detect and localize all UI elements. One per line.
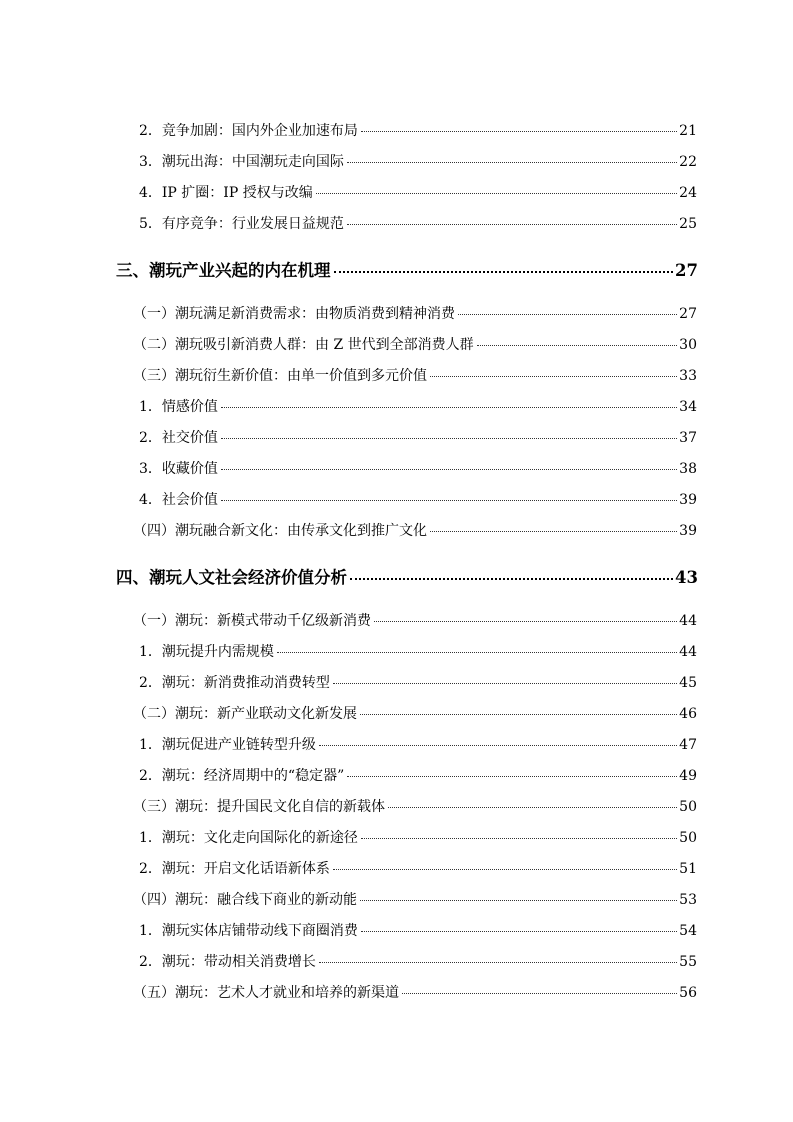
toc-page-number: 55 bbox=[679, 954, 697, 970]
toc-entry-label: （五）潮玩：艺术人才就业和培养的新渠道 bbox=[133, 985, 399, 1001]
toc-entry[interactable] bbox=[139, 765, 697, 785]
dot-leader bbox=[347, 224, 677, 225]
dot-leader bbox=[361, 838, 677, 839]
dot-leader bbox=[221, 469, 677, 470]
toc-entry[interactable] bbox=[139, 641, 697, 661]
toc-page-number: 50 bbox=[679, 799, 697, 815]
toc-entry-label: 2．潮玩：经济周期中的“稳定器” bbox=[139, 768, 345, 784]
toc-entry[interactable] bbox=[139, 489, 697, 509]
toc-chapter-entry[interactable] bbox=[116, 257, 698, 281]
toc-entry-label: （二）潮玩吸引新消费人群：由 Z 世代到全部消费人群 bbox=[133, 337, 474, 353]
toc-entry[interactable] bbox=[139, 951, 697, 971]
toc-entry[interactable] bbox=[139, 213, 697, 233]
toc-page-number: 44 bbox=[679, 644, 697, 660]
dot-leader bbox=[221, 500, 677, 501]
toc-entry[interactable] bbox=[139, 120, 697, 140]
toc-page-number: 45 bbox=[679, 675, 697, 691]
dot-leader bbox=[316, 193, 677, 194]
toc-entry[interactable] bbox=[133, 703, 697, 723]
toc-entry[interactable] bbox=[139, 858, 697, 878]
toc-entry-label: （一）潮玩：新模式带动千亿级新消费 bbox=[133, 613, 371, 629]
toc-entry-label: 1．潮玩：文化走向国际化的新途径 bbox=[139, 830, 358, 846]
toc-entry-label: 3．收藏价值 bbox=[139, 461, 218, 477]
dot-leader bbox=[319, 962, 677, 963]
toc-page-number: 33 bbox=[679, 368, 697, 384]
toc-entry[interactable] bbox=[139, 396, 697, 416]
toc-entry-label: 3．潮玩出海：中国潮玩走向国际 bbox=[139, 154, 344, 170]
dot-leader bbox=[361, 131, 677, 132]
toc-entry-label: 1．潮玩提升内需规模 bbox=[139, 644, 274, 660]
toc-entry[interactable] bbox=[133, 889, 697, 909]
toc-page-number: 25 bbox=[679, 216, 697, 232]
dot-leader bbox=[347, 776, 677, 777]
toc-entry[interactable] bbox=[133, 303, 697, 323]
dot-leader bbox=[430, 531, 677, 532]
dot-leader bbox=[333, 869, 677, 870]
toc-page-number: 43 bbox=[675, 568, 698, 587]
dot-leader bbox=[388, 807, 677, 808]
toc-page-number: 30 bbox=[679, 337, 697, 353]
toc-entry-label: （二）潮玩：新产业联动文化新发展 bbox=[133, 706, 357, 722]
dot-leader bbox=[277, 652, 677, 653]
toc-page-number: 51 bbox=[679, 861, 697, 877]
toc-page-number: 50 bbox=[679, 830, 697, 846]
dot-leader bbox=[333, 683, 677, 684]
toc-chapter-entry[interactable] bbox=[116, 564, 698, 588]
toc-entry-label: 2．潮玩：开启文化话语新体系 bbox=[139, 861, 330, 877]
dot-leader bbox=[458, 314, 677, 315]
toc-entry-label: 4．社会价值 bbox=[139, 492, 218, 508]
toc-entry-label: 三、潮玩产业兴起的内在机理 bbox=[116, 261, 331, 280]
toc-entry-label: （四）潮玩融合新文化：由传承文化到推广文化 bbox=[133, 523, 427, 539]
toc-entry[interactable] bbox=[133, 520, 697, 540]
toc-entry-label: 1．潮玩促进产业链转型升级 bbox=[139, 737, 316, 753]
toc-entry[interactable] bbox=[139, 151, 697, 171]
dot-leader bbox=[360, 714, 677, 715]
toc-entry[interactable] bbox=[133, 334, 697, 354]
toc-page-number: 24 bbox=[679, 185, 697, 201]
toc-page-number: 38 bbox=[679, 461, 697, 477]
toc-page-number: 37 bbox=[679, 430, 697, 446]
toc-page-number: 49 bbox=[679, 768, 697, 784]
dot-leader bbox=[360, 900, 677, 901]
toc-page-number: 44 bbox=[679, 613, 697, 629]
toc-page-number: 27 bbox=[679, 306, 697, 322]
toc-entry[interactable] bbox=[133, 365, 697, 385]
toc-entry[interactable] bbox=[139, 427, 697, 447]
toc-entry-label: （一）潮玩满足新消费需求：由物质消费到精神消费 bbox=[133, 306, 455, 322]
toc-entry-label: 四、潮玩人文社会经济价值分析 bbox=[116, 568, 347, 587]
toc-entry[interactable] bbox=[139, 827, 697, 847]
dot-leader bbox=[221, 407, 677, 408]
toc-page-number: 39 bbox=[679, 523, 697, 539]
dot-leader bbox=[477, 345, 678, 346]
toc-entry[interactable] bbox=[139, 920, 697, 940]
toc-page-number: 22 bbox=[679, 154, 697, 170]
toc-entry-label: 5．有序竞争：行业发展日益规范 bbox=[139, 216, 344, 232]
dot-leader bbox=[402, 993, 677, 994]
toc-entry-label: 2．潮玩：新消费推动消费转型 bbox=[139, 675, 330, 691]
toc-entry-label: 2．潮玩：带动相关消费增长 bbox=[139, 954, 316, 970]
toc-entry-label: 2．竞争加剧：国内外企业加速布局 bbox=[139, 123, 358, 139]
dot-leader bbox=[361, 931, 677, 932]
toc-entry-label: 4．IP 扩圈：IP 授权与改编 bbox=[139, 185, 313, 201]
toc-page-number: 56 bbox=[679, 985, 697, 1001]
toc-entry[interactable] bbox=[133, 796, 697, 816]
toc-page-number: 27 bbox=[675, 261, 698, 280]
toc-entry-label: 1．潮玩实体店铺带动线下商圈消费 bbox=[139, 923, 358, 939]
toc-entry[interactable] bbox=[139, 672, 697, 692]
toc-page-number: 39 bbox=[679, 492, 697, 508]
dot-leader bbox=[347, 162, 677, 163]
toc-page-number: 54 bbox=[679, 923, 697, 939]
dot-leader bbox=[319, 745, 677, 746]
toc-entry-label: 1．情感价值 bbox=[139, 399, 218, 415]
dot-leader bbox=[350, 578, 673, 580]
toc-page-number: 47 bbox=[679, 737, 697, 753]
dot-leader bbox=[430, 376, 677, 377]
toc-entry[interactable] bbox=[139, 182, 697, 202]
dot-leader bbox=[221, 438, 677, 439]
toc-entry-label: （三）潮玩衍生新价值：由单一价值到多元价值 bbox=[133, 368, 427, 384]
dot-leader bbox=[334, 271, 674, 273]
toc-entry-label: 2．社交价值 bbox=[139, 430, 218, 446]
toc-page-number: 34 bbox=[679, 399, 697, 415]
toc-entry[interactable] bbox=[133, 982, 697, 1002]
toc-page-number: 53 bbox=[679, 892, 697, 908]
dot-leader bbox=[374, 621, 677, 622]
toc-entry[interactable] bbox=[139, 734, 697, 754]
toc-entry[interactable] bbox=[139, 458, 697, 478]
toc-entry-label: （四）潮玩：融合线下商业的新动能 bbox=[133, 892, 357, 908]
toc-entry[interactable] bbox=[133, 610, 697, 630]
toc-page-number: 21 bbox=[679, 123, 697, 139]
toc-page-number: 46 bbox=[679, 706, 697, 722]
toc-entry-label: （三）潮玩：提升国民文化自信的新载体 bbox=[133, 799, 385, 815]
